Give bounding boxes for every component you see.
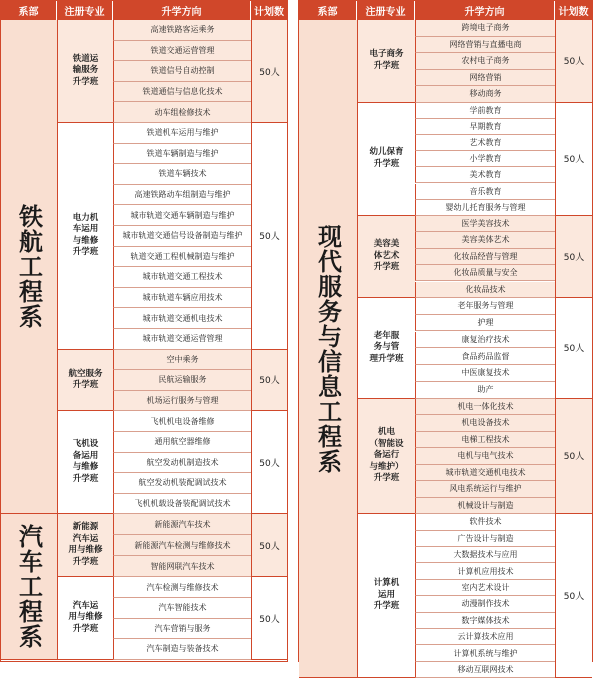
plan-count: 50人 [251,411,287,514]
direction-cell: 机电一体化技术 [415,399,555,416]
direction-cell: 飞机机载设备装配调试技术 [113,494,251,515]
major-cell: 汽车运 用与维修 升学班 [57,577,113,659]
direction-cell: 医学美容技术 [415,216,555,232]
direction-cell: 城市轨道交通机电技术 [415,465,555,482]
direction-cell: 通用航空器维修 [113,432,251,453]
plan-count: 50人 [555,298,592,399]
direction-cell: 网络营销 [415,70,555,87]
header-plan: 计划数 [251,1,287,20]
direction-cell: 汽车智能技术 [113,598,251,619]
direction-cell: 汽车制造与装备技术 [113,639,251,660]
direction-cell: 高速铁路客运乘务 [113,20,251,41]
direction-cell: 电梯工程技术 [415,432,555,449]
plan-count: 50人 [555,399,592,515]
major-cell: 计算机 运用 升学班 [357,514,415,678]
direction-cell: 云计算技术应用 [415,629,555,645]
direction-cell: 城市轨道交通信号设备制造与维护 [113,226,251,247]
direction-cell: 铁道车辆制造与维护 [113,144,251,165]
direction-cell: 新能源汽车技术 [113,514,251,535]
direction-cell: 农村电子商务 [415,53,555,70]
plan-count: 50人 [555,514,592,678]
header-major: 注册专业 [57,1,113,20]
direction-cell: 移动商务 [415,86,555,103]
direction-cell: 风电系统运行与维护 [415,481,555,498]
direction-cell: 康复治疗技术 [415,332,555,349]
plan-count: 50人 [555,216,592,298]
direction-cell: 空中乘务 [113,350,251,371]
direction-cell: 动车组检修技术 [113,102,251,123]
direction-cell: 计算机应用技术 [415,563,555,579]
direction-cell: 数字媒体技术 [415,613,555,629]
direction-cell: 铁道车辆技术 [113,164,251,185]
direction-cell: 城市轨道交通运营管理 [113,329,251,350]
plan-count: 50人 [555,103,592,216]
department-cell [1,20,57,514]
direction-cell: 机电设备技术 [415,415,555,432]
direction-cell: 网络营销与直播电商 [415,37,555,54]
direction-cell: 轨道交通工程机械制造与维护 [113,247,251,268]
plan-count: 50人 [251,20,287,123]
direction-cell: 铁道信号自动控制 [113,61,251,82]
direction-cell: 早期教育 [415,119,555,135]
plan-count: 50人 [251,514,287,577]
header-dept: 系部 [1,1,57,20]
direction-cell: 软件技术 [415,514,555,530]
plan-count: 50人 [251,577,287,659]
direction-cell: 移动互联网技术 [415,662,555,678]
major-cell: 美容美 体艺术 升学班 [357,216,415,298]
direction-cell: 婴幼儿托育服务与管理 [415,200,555,216]
direction-cell: 民航运输服务 [113,370,251,391]
plan-count: 50人 [251,350,287,412]
direction-cell: 智能网联汽车技术 [113,556,251,577]
direction-cell: 铁道通信与信息化技术 [113,82,251,103]
major-cell: 电子商务 升学班 [357,20,415,103]
direction-cell: 室内艺术设计 [415,580,555,596]
direction-cell: 汽车检测与维修技术 [113,577,251,598]
direction-cell: 中医康复技术 [415,365,555,382]
direction-cell: 化妆品质量与安全 [415,265,555,281]
direction-cell: 铁道机车运用与维护 [113,123,251,144]
department-name: 铁航工程系 [14,204,44,330]
direction-cell: 小学教育 [415,151,555,167]
direction-cell: 计算机系统与维护 [415,645,555,661]
direction-cell: 汽车营销与服务 [113,619,251,640]
direction-cell: 动漫制作技术 [415,596,555,612]
direction-cell: 老年服务与管理 [415,298,555,315]
direction-cell: 航空发动机制造技术 [113,453,251,474]
major-cell: 幼儿保育 升学班 [357,103,415,216]
direction-cell: 美术教育 [415,167,555,183]
direction-cell: 广告设计与制造 [415,531,555,547]
direction-cell: 美容美体艺术 [415,232,555,248]
direction-cell: 学前教育 [415,103,555,119]
direction-cell: 航空发动机装配调试技术 [113,473,251,494]
direction-cell: 机场运行服务与管理 [113,391,251,412]
department-cell [1,514,57,659]
left-enrollment-table [0,0,288,662]
major-cell: 飞机设 备运用 与维修 升学班 [57,411,113,514]
direction-cell: 铁道交通运营管理 [113,41,251,62]
right-enrollment-table [298,0,593,674]
header-plan: 计划数 [555,1,592,20]
direction-cell: 城市轨道车辆应用技术 [113,288,251,309]
direction-cell: 高速铁路动车组制造与维护 [113,185,251,206]
direction-cell: 大数据技术与应用 [415,547,555,563]
plan-count: 50人 [555,20,592,103]
major-cell: 航空服务 升学班 [57,350,113,412]
direction-cell: 城市轨道交通机电技术 [113,308,251,329]
direction-cell: 助产 [415,382,555,399]
direction-cell: 新能源汽车检测与维修技术 [113,535,251,556]
direction-cell: 食品药品监督 [415,348,555,365]
major-cell: 机电 （智能设 备运行 与维护） 升学班 [357,399,415,515]
direction-cell: 跨境电子商务 [415,20,555,37]
header-major: 注册专业 [357,1,415,20]
header-direction: 升学方向 [113,1,251,20]
direction-cell: 化妆品经营与管理 [415,249,555,265]
direction-cell: 城市轨道交通工程技术 [113,267,251,288]
direction-cell: 机械设计与制造 [415,498,555,515]
department-cell [299,20,357,678]
header-direction: 升学方向 [415,1,555,20]
major-cell: 电力机 车运用 与维修 升学班 [57,123,113,350]
department-name: 现代服务与信息工程系 [313,223,343,474]
department-name: 汽车工程系 [14,524,44,650]
direction-cell: 音乐教育 [415,184,555,200]
major-cell: 铁道运 输服务 升学班 [57,20,113,123]
direction-cell: 艺术教育 [415,135,555,151]
direction-cell: 护理 [415,315,555,332]
header-dept: 系部 [299,1,357,20]
major-cell: 老年服 务与管 理升学班 [357,298,415,399]
major-cell: 新能源 汽车运 用与维修 升学班 [57,514,113,577]
direction-cell: 飞机机电设备维修 [113,411,251,432]
direction-cell: 城市轨道交通车辆制造与维护 [113,205,251,226]
direction-cell: 化妆品技术 [415,282,555,298]
plan-count: 50人 [251,123,287,350]
direction-cell: 电机与电气技术 [415,448,555,465]
